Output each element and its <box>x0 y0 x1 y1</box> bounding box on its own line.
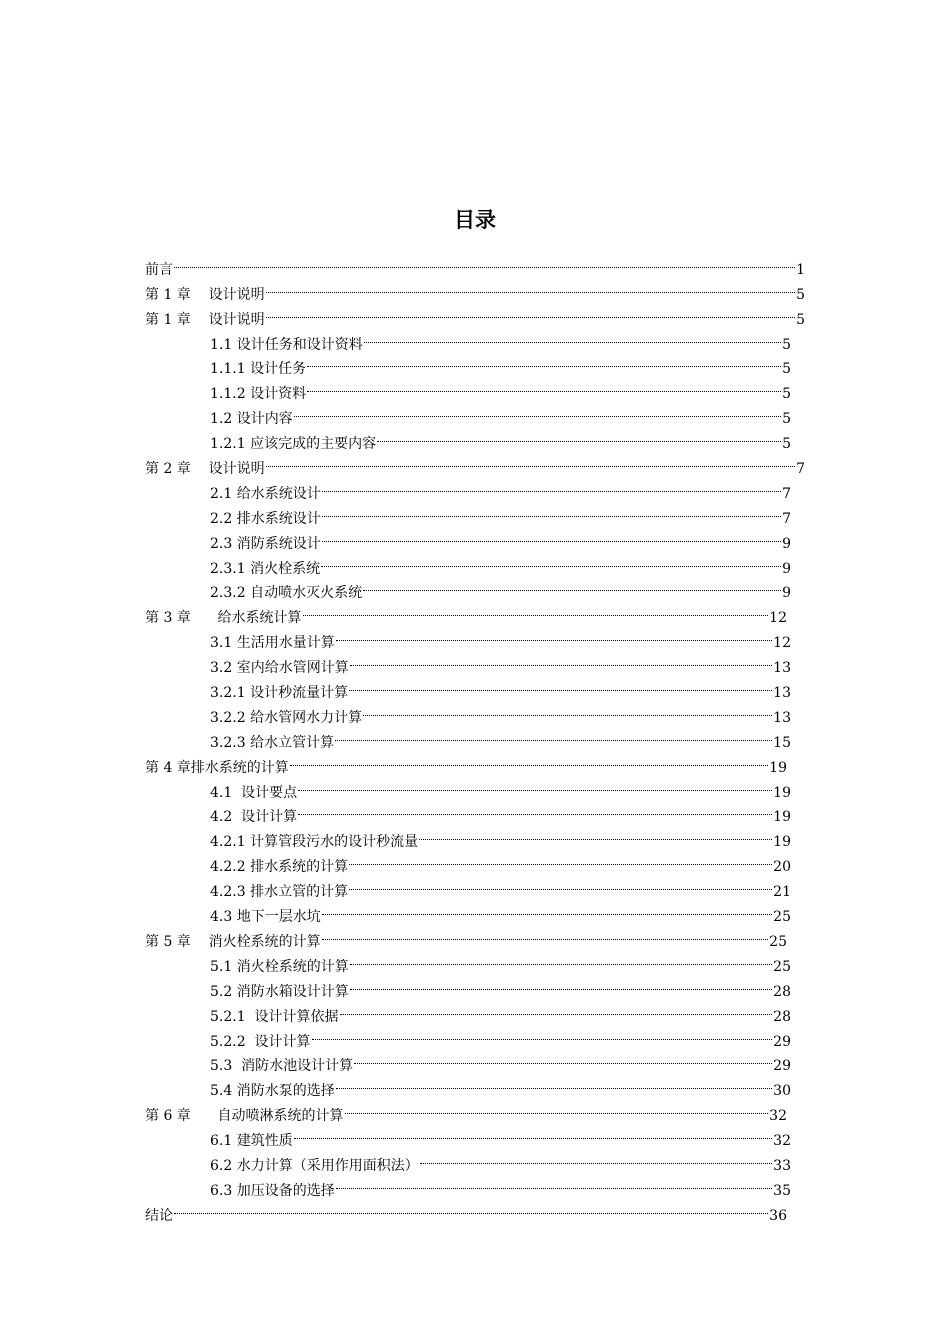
toc-entry-title: 第 4 章排水系统的计算 <box>145 759 289 776</box>
toc-dot-leader <box>336 622 772 647</box>
toc-entry-page-number: 25 <box>769 933 787 950</box>
toc-entry-title: 5.4 消防水泵的选择 <box>210 1083 335 1100</box>
toc-dot-leader <box>321 548 781 573</box>
toc-entry-page-number: 30 <box>773 1083 791 1100</box>
toc-entry-title: 第 6 章 自动喷淋系统的计算 <box>145 1108 344 1125</box>
toc-entry-page-number: 19 <box>769 759 787 776</box>
toc-dot-leader <box>322 473 781 498</box>
toc-dot-leader <box>350 647 772 672</box>
toc-dot-leader <box>174 249 795 274</box>
toc-entry-title: 4.1 设计要点 <box>210 784 298 801</box>
toc-entry-page-number: 25 <box>773 958 791 975</box>
toc-entry-page-number: 33 <box>773 1157 791 1174</box>
toc-entry-page-number: 19 <box>773 834 791 851</box>
toc-entry-page-number: 1 <box>796 261 805 278</box>
toc-dot-leader <box>322 921 769 946</box>
toc-entry-title: 4.2.3 排水立管的计算 <box>210 884 349 901</box>
toc-entry-page-number: 28 <box>773 983 791 1000</box>
toc-dot-leader <box>174 1195 768 1220</box>
toc-dot-leader <box>354 1046 772 1071</box>
toc-entry-page-number: 5 <box>782 336 791 353</box>
toc-dot-leader <box>322 498 781 523</box>
toc-dot-leader <box>377 423 781 448</box>
toc-dot-leader <box>363 697 772 722</box>
toc-dot-leader <box>322 523 781 548</box>
toc-entry-title: 5.2 消防水箱设计计算 <box>210 983 349 1000</box>
toc-entry-title: 3.1 生活用水量计算 <box>210 635 335 652</box>
toc-entry-title: 3.2.2 给水管网水力计算 <box>210 709 363 726</box>
toc-entry-title: 第 2 章 设计说明 <box>145 461 265 478</box>
toc-dot-leader <box>350 946 772 971</box>
toc-entry-title: 5.2.2 设计计算 <box>210 1033 311 1050</box>
toc-entry-page-number: 15 <box>773 734 791 751</box>
toc-entry-title: 1.2.1 应该完成的主要内容 <box>210 436 377 453</box>
toc-entry-title: 2.2 排水系统设计 <box>210 510 321 527</box>
toc-entry-page-number: 28 <box>773 1008 791 1025</box>
toc-entry-title: 4.3 地下一层水坑 <box>210 909 321 926</box>
toc-entry-page-number: 7 <box>796 461 805 478</box>
toc-entry-title: 3.2.3 给水立管计算 <box>210 734 335 751</box>
toc-list <box>145 249 805 1224</box>
toc-entry-title: 前言 <box>145 261 173 278</box>
toc-entry-page-number: 13 <box>773 660 791 677</box>
toc-entry-page-number: 32 <box>769 1108 787 1125</box>
toc-entry-page-number: 5 <box>796 311 805 328</box>
toc-dot-leader <box>322 896 772 921</box>
toc-entry-page-number: 12 <box>769 610 787 627</box>
toc-entry-page-number: 9 <box>782 585 791 602</box>
toc-dot-leader <box>298 797 772 822</box>
toc-entry-title: 2.3.1 消火栓系统 <box>210 560 321 577</box>
toc-entry-page-number: 5 <box>782 436 791 453</box>
toc-dot-leader <box>266 274 795 299</box>
toc-entry-title: 3.2.1 设计秒流量计算 <box>210 685 349 702</box>
toc-dot-leader <box>349 672 772 697</box>
toc-entry-title: 3.2 室内给水管网计算 <box>210 660 349 677</box>
toc-entry-page-number: 32 <box>773 1133 791 1150</box>
toc-entry-page-number: 19 <box>773 784 791 801</box>
toc-entry-title: 第 3 章 给水系统计算 <box>145 610 302 627</box>
toc-entry-page-number: 7 <box>782 510 791 527</box>
toc-entry-page-number: 5 <box>782 386 791 403</box>
toc-entry-title: 4.2 设计计算 <box>210 809 298 826</box>
toc-entry-title: 1.1.2 设计资料 <box>210 386 307 403</box>
toc-entry-page-number: 5 <box>782 411 791 428</box>
toc-dot-leader <box>290 747 768 772</box>
toc-entry[interactable] <box>145 274 805 303</box>
toc-entry-title: 2.3 消防系统设计 <box>210 535 321 552</box>
toc-dot-leader <box>303 597 769 622</box>
toc-entry-page-number: 5 <box>782 361 791 378</box>
toc-entry-title: 5.3 消防水池设计计算 <box>210 1058 354 1075</box>
toc-entry-title: 6.2 水力计算（采用作用面积法） <box>210 1157 419 1174</box>
toc-dot-leader <box>312 1021 773 1046</box>
toc-entry[interactable] <box>145 249 805 278</box>
toc-entry-title: 1.1 设计任务和设计资料 <box>210 336 363 353</box>
toc-dot-leader <box>349 846 772 871</box>
toc-entry-page-number: 5 <box>796 286 805 303</box>
toc-entry-page-number: 25 <box>773 909 791 926</box>
toc-entry-title: 2.3.2 自动喷水灭火系统 <box>210 585 363 602</box>
toc-dot-leader <box>266 448 795 473</box>
toc-entry-page-number: 7 <box>782 485 791 502</box>
toc-entry-page-number: 36 <box>769 1207 787 1224</box>
toc-entry-title: 4.2.2 排水系统的计算 <box>210 859 349 876</box>
toc-dot-leader <box>266 299 795 324</box>
toc-entry-title: 5.2.1 设计计算依据 <box>210 1008 339 1025</box>
toc-dot-leader <box>349 871 772 896</box>
toc-dot-leader <box>363 573 781 598</box>
toc-dot-leader <box>307 349 781 374</box>
toc-entry-title: 结论 <box>145 1207 173 1224</box>
toc-entry-title: 5.1 消火栓系统的计算 <box>210 958 349 975</box>
toc-entry-page-number: 12 <box>773 635 791 652</box>
toc-entry-title: 第 1 章 设计说明 <box>145 286 265 303</box>
toc-dot-leader <box>294 1120 772 1145</box>
toc-entry-page-number: 21 <box>773 884 791 901</box>
toc-entry-page-number: 9 <box>782 535 791 552</box>
toc-dot-leader <box>420 1145 772 1170</box>
toc-entry-title: 1.2 设计内容 <box>210 411 293 428</box>
toc-title: 目录 <box>454 208 496 232</box>
toc-entry-page-number: 13 <box>773 709 791 726</box>
toc-entry-title: 4.2.1 计算管段污水的设计秒流量 <box>210 834 419 851</box>
toc-dot-leader <box>350 971 772 996</box>
toc-entry-page-number: 19 <box>773 809 791 826</box>
toc-entry-page-number: 13 <box>773 685 791 702</box>
toc-entry-page-number: 9 <box>782 560 791 577</box>
toc-entry-title: 6.1 建筑性质 <box>210 1133 293 1150</box>
toc-entry-page-number: 29 <box>773 1033 791 1050</box>
toc-entry-title: 1.1.1 设计任务 <box>210 361 307 378</box>
toc-dot-leader <box>307 373 781 398</box>
toc-entry-page-number: 20 <box>773 859 791 876</box>
toc-entry-title: 第 5 章 消火栓系统的计算 <box>145 933 321 950</box>
toc-dot-leader <box>294 398 781 423</box>
toc-entry-title: 第 1 章 设计说明 <box>145 311 265 328</box>
toc-dot-leader <box>336 1170 772 1195</box>
toc-dot-leader <box>419 821 772 846</box>
toc-dot-leader <box>364 324 781 349</box>
toc-entry-title: 6.3 加压设备的选择 <box>210 1182 335 1199</box>
toc-entry-title: 2.1 给水系统设计 <box>210 485 321 502</box>
toc-dot-leader <box>336 1070 772 1095</box>
toc-dot-leader <box>340 996 773 1021</box>
toc-entry-page-number: 35 <box>773 1182 791 1199</box>
toc-entry-page-number: 29 <box>773 1058 791 1075</box>
toc-dot-leader <box>335 722 772 747</box>
toc-dot-leader <box>345 1095 769 1120</box>
toc-dot-leader <box>298 772 772 797</box>
toc-entry[interactable] <box>145 1195 787 1224</box>
